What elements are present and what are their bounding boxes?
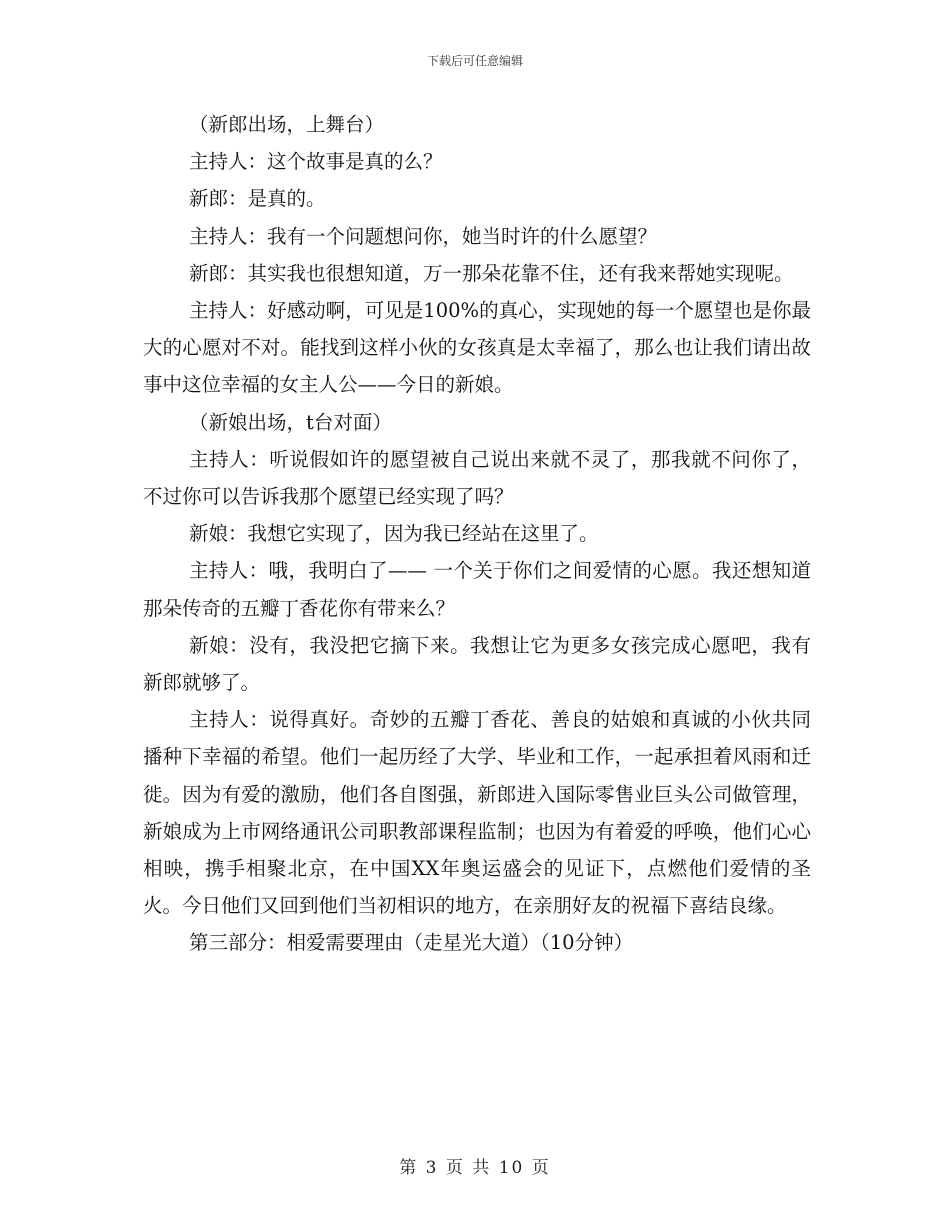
paragraph-host-question-2: 主持人：我有一个问题想问你，她当时许的什么愿望？ (189, 224, 658, 248)
paragraph-bride-answer-2: 新娘：没有，我没把它摘下来。我想让它为更多女孩完成心愿吧，我有新郎就够了。 (143, 633, 811, 695)
document-body (143, 106, 811, 962)
paragraph-host-story: 主持人：说得真好。奇妙的五瓣丁香花、善良的姑娘和真诚的小伙共同播种下幸福的希望。他们一起历经了大学、毕业和工作，一起承担着风雨和迁徙。因为有爱的激励，他们各自图强，新郎进入国际零售业巨头公司做管理，新娘成为上市网络通讯公司职教部课程监制；也因为有着爱的呼唤，他们心心相映，携手相聚北京，在中国XX年奥运盛会的见证下，点燃他们爱情的圣火。今日他们又回到他们当初相识的地方，在亲朋好友的祝福下喜结良缘。 (143, 708, 811, 918)
section-heading-part-three: 第三部分：相爱需要理由（走星光大道）（10分钟） (189, 931, 634, 955)
paragraph-host-question-1: 主持人：这个故事是真的么？ (189, 150, 443, 174)
paragraph-groom-enters: （新郎出场，上舞台） (189, 113, 385, 136)
paragraph-host-question-4: 主持人：哦，我明白了—— 一个关于你们之间爱情的心愿。我还想知道那朵传奇的五瓣丁香花你有带来么？ (143, 559, 811, 620)
page-header: 下载后可任意编辑 (426, 54, 523, 68)
paragraph-host-question-3: 主持人：听说假如许的愿望被自己说出来就不灵了，那我就不问你了，不过你可以告诉我那个愿望已经实现了吗？ (143, 447, 811, 509)
paragraph-bride-enters: （新娘出场，t台对面） (189, 410, 392, 434)
paragraph-bride-answer-1: 新娘：我想它实现了，因为我已经站在这里了。 (189, 522, 599, 546)
page-footer: 第 3 页 共 10 页 (399, 1158, 551, 1178)
paragraph-host-intro-bride: 主持人：好感动啊，可见是100%的真心，实现她的每一个愿望也是你最大的心愿对不对。能找到这样小伙的女孩真是太幸福了，那么也让我们请出故事中这位幸福的女主人公——今日的新娘。 (143, 299, 811, 397)
paragraph-groom-answer-2: 新郎：其实我也很想知道，万一那朵花靠不住，还有我来帮她实现呢。 (189, 261, 794, 285)
paragraph-groom-answer-1: 新郎：是真的。 (189, 187, 326, 211)
